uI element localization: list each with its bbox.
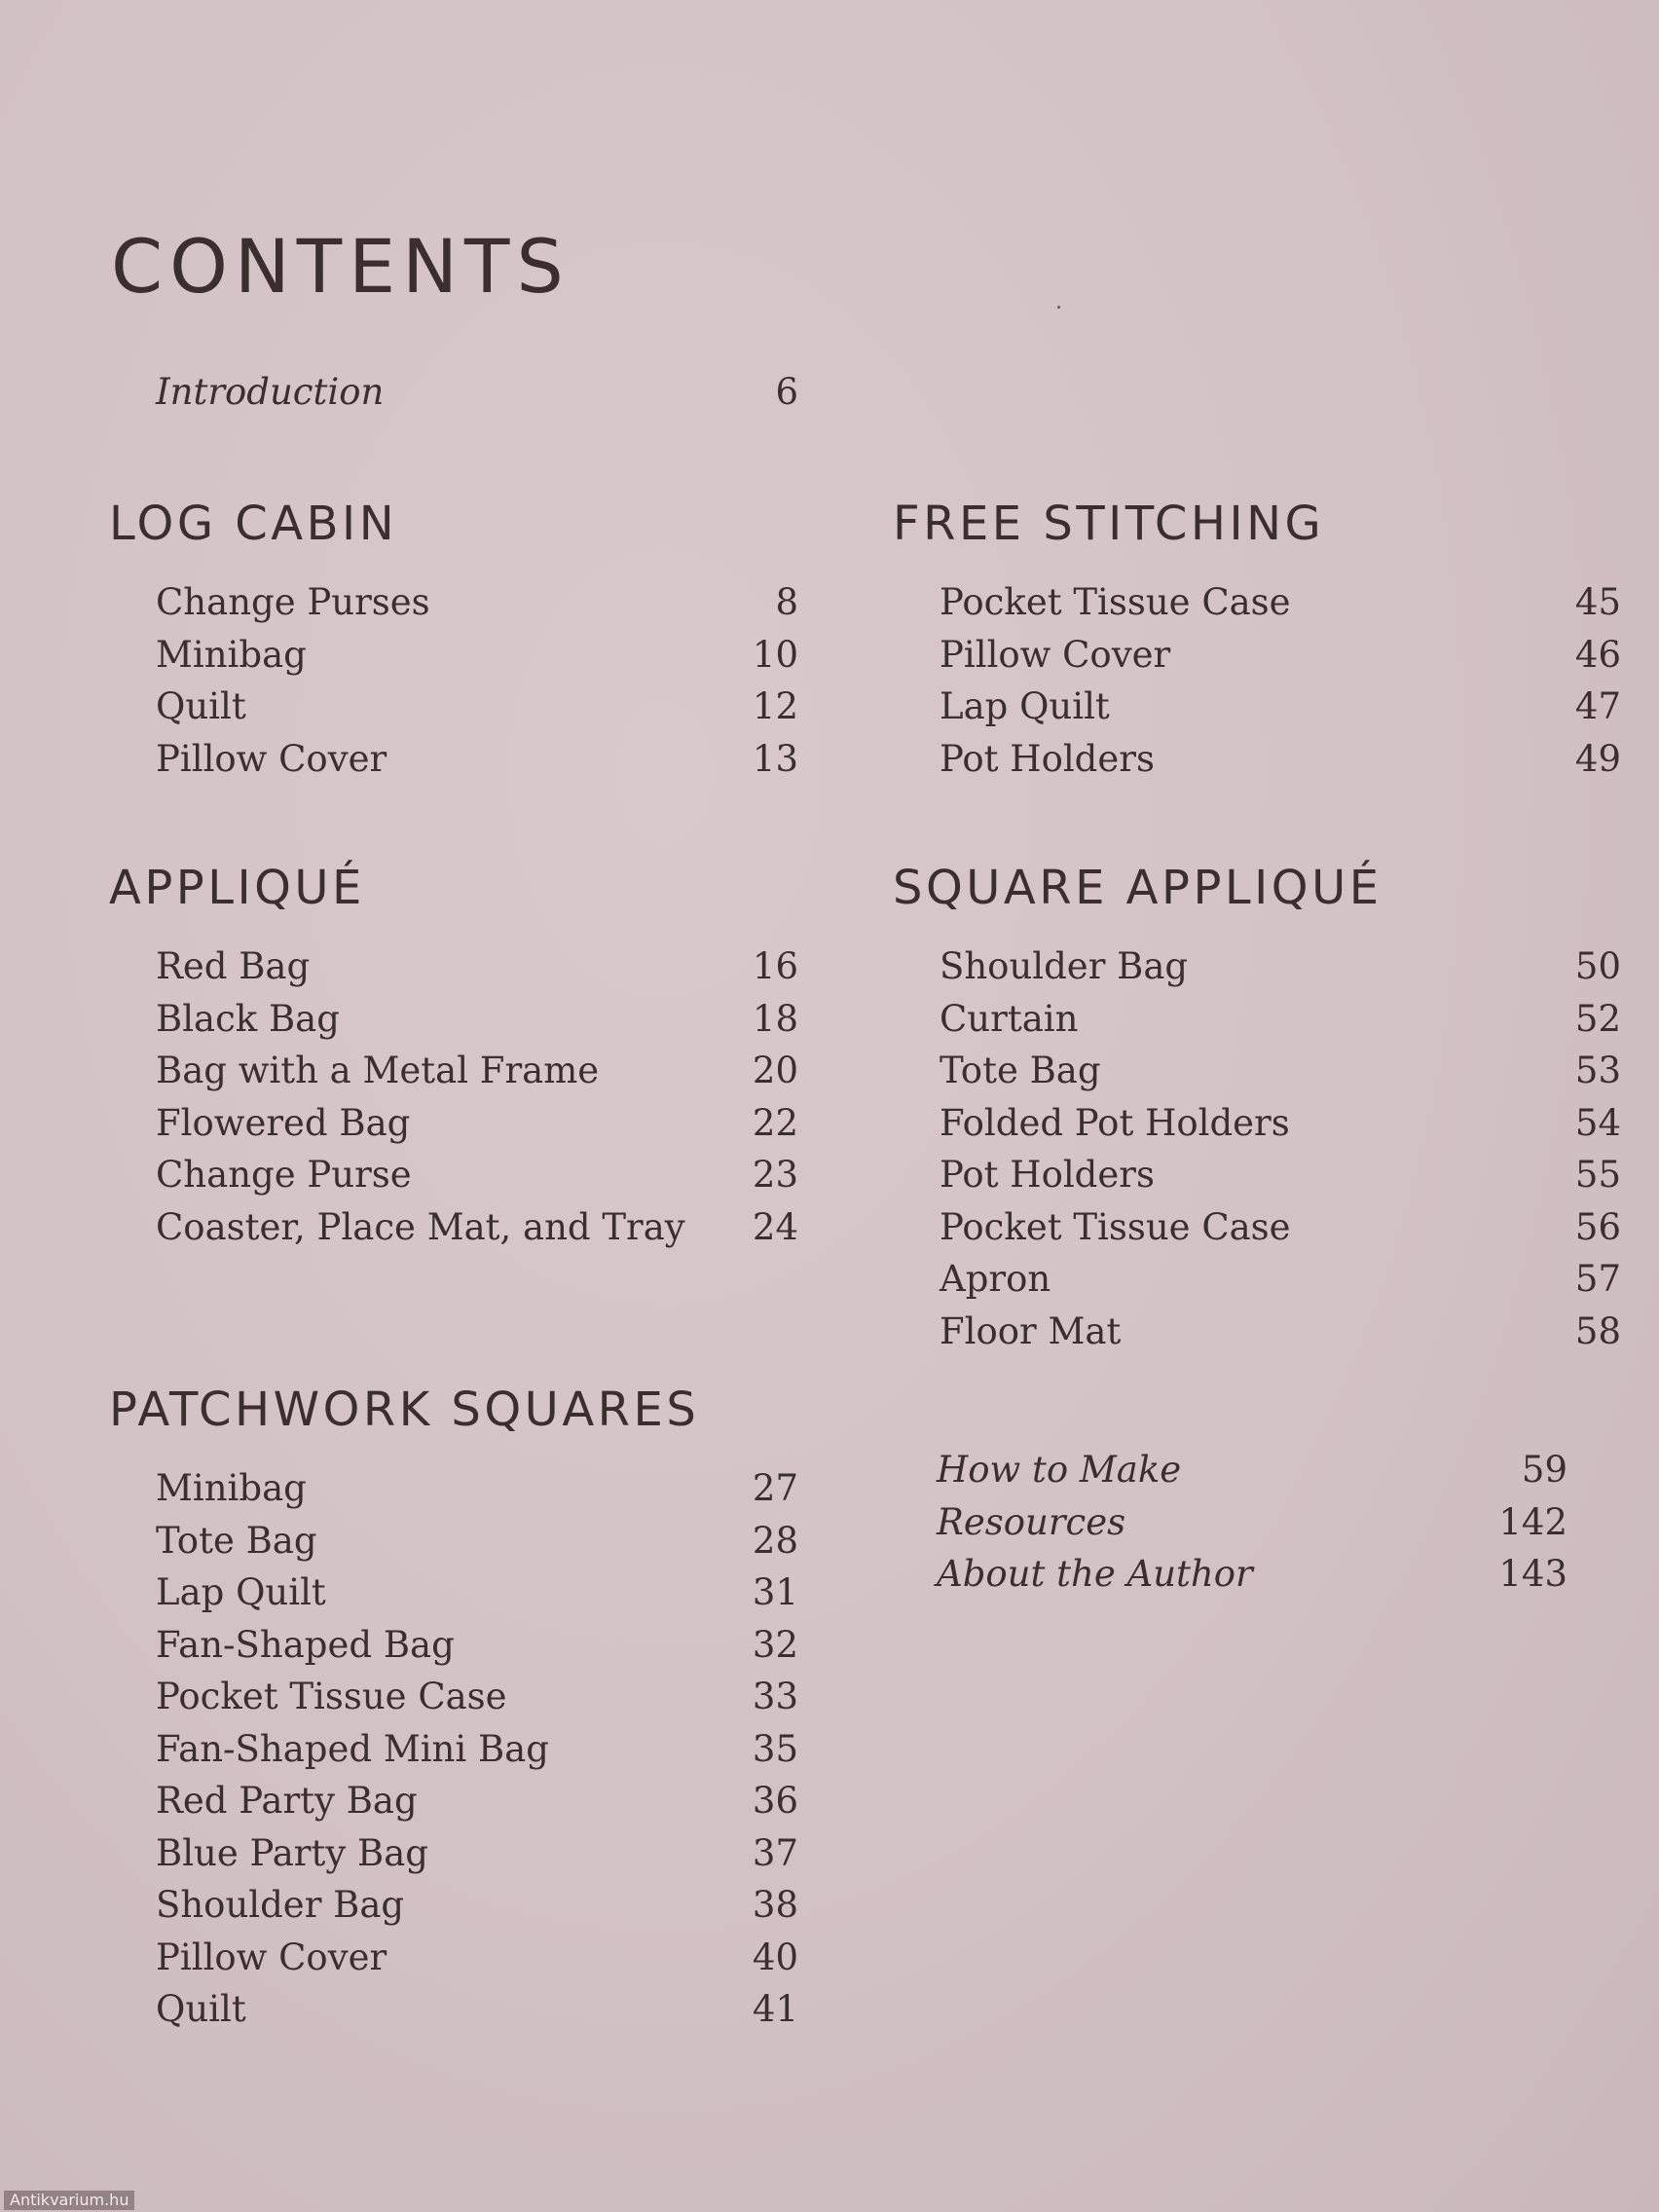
toc-entry-page: 32 [752,1623,798,1666]
section-log-cabin [109,497,798,785]
section-title-patchwork-squares: PATCHWORK SQUARES [109,1382,700,1437]
toc-entry-page: 47 [1574,685,1621,727]
toc-entry-page: 16 [752,945,798,987]
toc-entry-page: 13 [752,737,798,780]
toc-entry[interactable] [156,1462,798,1515]
intro-entry-block [156,366,798,419]
toc-entry[interactable] [156,1097,798,1150]
toc-entry-label: Apron [940,1258,1051,1300]
toc-entry-page: 18 [752,997,798,1040]
toc-entry-page: 28 [752,1519,798,1562]
toc-entry-label: Red Bag [156,945,311,987]
toc-entry-label: Quilt [156,1988,246,2030]
paper-speck [1057,306,1060,309]
toc-entry[interactable] [156,1723,798,1776]
toc-entry-label: Minibag [156,633,307,676]
toc-entry-page: 23 [752,1154,798,1196]
toc-entry-page: 143 [1498,1553,1567,1595]
toc-entry-page: 24 [752,1205,798,1248]
toc-entry-page: 59 [1521,1449,1567,1491]
toc-entry-page: 33 [752,1676,798,1717]
toc-entry-resources[interactable] [937,1496,1567,1549]
section-square-applique [893,861,1621,1357]
toc-entry-label: About the Author [937,1553,1253,1595]
toc-entry-label: Minibag [156,1467,307,1509]
toc-entry[interactable] [940,1097,1621,1150]
toc-entry-label: Floor Mat [940,1309,1122,1352]
toc-entry-label: Fan-Shaped Mini Bag [156,1727,549,1770]
toc-entry[interactable] [940,1149,1621,1201]
toc-entry[interactable] [156,733,798,786]
section-applique [109,861,798,1253]
toc-entry-label: Pot Holders [940,737,1155,780]
toc-entry-page: 6 [775,371,798,413]
toc-entry-page: 35 [752,1727,798,1770]
toc-entry[interactable] [156,1983,798,2036]
toc-entry-label: How to Make [937,1449,1182,1491]
page-title: CONTENTS [111,223,571,310]
toc-entry[interactable] [940,629,1621,682]
section-entries [156,576,798,785]
toc-entry[interactable] [156,1619,798,1672]
toc-entry-label: Introduction [156,371,385,413]
toc-entry[interactable] [156,629,798,682]
toc-entry-page: 45 [1574,581,1621,623]
section-title-applique: APPLIQUÉ [109,861,365,915]
toc-entry[interactable] [940,681,1621,733]
toc-entry-label: Pocket Tissue Case [940,581,1291,623]
toc-entry-label: Bag with a Metal Frame [156,1050,600,1091]
toc-entry-page: 50 [1574,945,1621,987]
toc-entry-label: Tote Bag [940,1050,1101,1091]
section-entries [156,940,798,1253]
toc-entry-page: 12 [752,685,798,727]
toc-entry-about-the-author[interactable] [937,1548,1567,1601]
toc-entry[interactable] [156,1567,798,1619]
toc-entry[interactable] [940,1201,1621,1254]
toc-entry-label: Folded Pot Holders [940,1101,1290,1144]
toc-entry-page: 20 [752,1050,798,1091]
toc-entry-label: Blue Party Bag [156,1831,428,1874]
toc-entry-label: Pillow Cover [156,737,387,780]
toc-entry-label: Pot Holders [940,1154,1155,1196]
toc-entry-label: Change Purse [156,1154,412,1196]
toc-entry-label: Flowered Bag [156,1101,411,1144]
toc-entry-how-to-make[interactable] [937,1444,1567,1496]
section-entries [940,940,1621,1357]
toc-entry-page: 38 [752,1884,798,1926]
toc-entry-label: Curtain [940,997,1079,1040]
section-entries [156,1462,798,2036]
toc-entry[interactable] [156,1149,798,1201]
toc-entry-page: 40 [752,1936,798,1978]
toc-entry-page: 49 [1574,737,1621,780]
toc-entry-page: 31 [752,1571,798,1613]
section-patchwork-squares [109,1382,798,2036]
toc-entry[interactable] [940,1045,1621,1097]
watermark: Antikvarium.hu [4,2191,134,2210]
toc-entry-label: Tote Bag [156,1519,317,1562]
toc-entry-page: 57 [1574,1258,1621,1300]
section-entries [940,576,1621,785]
toc-entry[interactable] [156,1045,798,1097]
toc-entry[interactable] [156,1879,798,1932]
toc-entry-label: Red Party Bag [156,1780,418,1822]
toc-entry[interactable] [156,1775,798,1827]
toc-entry-page: 46 [1574,633,1621,676]
toc-entry-label: Pocket Tissue Case [156,1676,507,1717]
toc-entry-page: 52 [1574,997,1621,1040]
toc-entry[interactable] [156,993,798,1046]
toc-entry-label: Change Purses [156,581,430,623]
toc-entry-page: 54 [1574,1101,1621,1144]
toc-entry-page: 27 [752,1467,798,1509]
toc-entry[interactable] [940,940,1621,993]
section-title-free-stitching: FREE STITCHING [893,497,1325,551]
toc-entry-label: Quilt [156,685,246,727]
toc-entry[interactable] [940,993,1621,1046]
toc-entry[interactable] [940,576,1621,629]
toc-entry-page: 142 [1498,1500,1567,1543]
section-free-stitching [893,497,1621,785]
section-title-log-cabin: LOG CABIN [109,497,398,551]
toc-entry[interactable] [156,1932,798,1984]
toc-entry[interactable] [156,1515,798,1567]
toc-entry-page: 8 [775,581,798,623]
toc-entry-label: Black Bag [156,997,340,1040]
toc-entry-label: Fan-Shaped Bag [156,1623,455,1666]
toc-entry-page: 36 [752,1780,798,1822]
toc-entry-label: Resources [937,1500,1126,1543]
toc-entry[interactable] [940,1253,1621,1306]
toc-entry[interactable] [156,1827,798,1880]
toc-entry[interactable] [940,1306,1621,1358]
toc-entry-label: Lap Quilt [940,685,1110,727]
toc-entry-page: 37 [752,1831,798,1874]
back-matter-block [937,1444,1567,1601]
toc-entry-label: Shoulder Bag [156,1884,405,1926]
toc-entry[interactable] [156,681,798,733]
toc-entry-page: 22 [752,1101,798,1144]
toc-entry-label: Pillow Cover [156,1936,387,1978]
toc-entry[interactable] [156,940,798,993]
toc-entry-label: Lap Quilt [156,1571,326,1613]
toc-entry-page: 56 [1574,1205,1621,1248]
toc-entry[interactable] [156,1671,798,1723]
toc-entry[interactable] [156,1201,798,1254]
toc-entry[interactable] [156,576,798,629]
toc-entry[interactable] [940,733,1621,786]
toc-entry-page: 41 [752,1988,798,2030]
toc-entry-introduction[interactable] [156,366,798,419]
toc-entry-label: Pillow Cover [940,633,1171,676]
toc-entry-page: 53 [1574,1050,1621,1091]
section-title-square-applique: SQUARE APPLIQUÉ [893,861,1382,915]
toc-entry-label: Pocket Tissue Case [940,1205,1291,1248]
toc-entry-label: Shoulder Bag [940,945,1189,987]
toc-entry-page: 10 [752,633,798,676]
toc-entry-page: 58 [1574,1309,1621,1352]
toc-entry-label: Coaster, Place Mat, and Tray [156,1205,685,1248]
toc-entry-page: 55 [1574,1154,1621,1196]
